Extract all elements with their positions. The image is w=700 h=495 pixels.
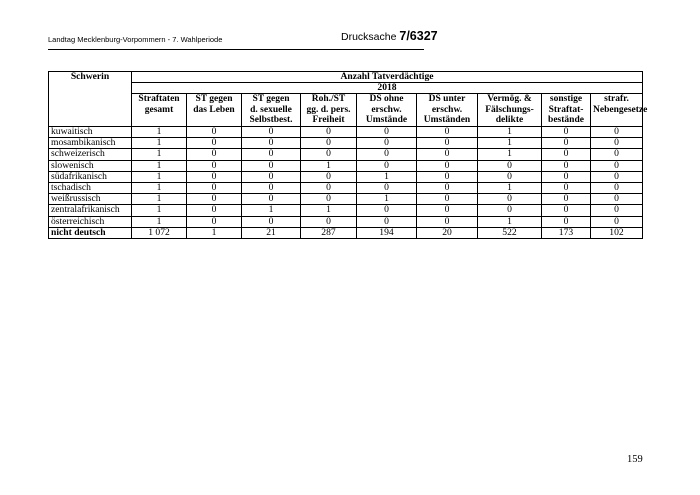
column-header-line: Freiheit — [312, 115, 345, 126]
table-cell: 1 — [132, 216, 187, 227]
table-cell: 0 — [591, 171, 643, 182]
column-header — [242, 94, 301, 127]
header-left-text: Landtag Mecklenburg-Vorpommern - 7. Wahlperiode — [48, 35, 223, 44]
table-row — [49, 126, 643, 137]
table-cell: 0 — [478, 205, 542, 216]
column-header — [417, 94, 478, 127]
column-header — [187, 94, 242, 127]
table-cell: 0 — [478, 160, 542, 171]
column-header-line: das Leben — [193, 104, 235, 115]
column-header-line: ST gegen — [195, 94, 233, 105]
table-row — [49, 149, 643, 160]
column-header-line: bestände — [548, 115, 584, 126]
table-cell: 0 — [417, 160, 478, 171]
table-cell: 0 — [542, 205, 591, 216]
table-cell: 0 — [591, 138, 643, 149]
table-row — [49, 205, 643, 216]
column-header — [301, 94, 357, 127]
table-cell: 0 — [242, 126, 301, 137]
column-header-line: Umstände — [365, 115, 408, 126]
row-label: tschadisch — [49, 182, 132, 193]
column-header-line: gg. d. pers. — [306, 104, 351, 115]
table-cell: 0 — [242, 216, 301, 227]
table-cell: 0 — [417, 194, 478, 205]
table-cell: 0 — [591, 205, 643, 216]
document-label: Drucksache — [341, 31, 397, 43]
column-header — [478, 94, 542, 127]
table-cell: 0 — [478, 194, 542, 205]
table-row — [49, 138, 643, 149]
row-label: kuwaitisch — [49, 126, 132, 137]
table-cell: 0 — [242, 138, 301, 149]
table-cell: 1 — [301, 160, 357, 171]
group-title: Anzahl Tatverdächtige — [132, 72, 643, 83]
table-cell: 287 — [301, 227, 357, 238]
table-cell: 21 — [242, 227, 301, 238]
table-row — [49, 182, 643, 193]
table-cell: 0 — [591, 194, 643, 205]
column-header-line: DS unter — [428, 94, 466, 105]
column-header-line: Straftat- — [548, 104, 584, 115]
header-right — [341, 29, 438, 43]
table-cell: 1 — [478, 182, 542, 193]
table-cell: 0 — [357, 126, 417, 137]
table-cell: 0 — [301, 138, 357, 149]
row-label: weißrussisch — [49, 194, 132, 205]
table-cell: 0 — [591, 216, 643, 227]
table-cell: 1 — [132, 171, 187, 182]
column-header-line: sonstige — [549, 94, 583, 105]
table-cell: 0 — [242, 160, 301, 171]
column-header-line: DS ohne — [369, 94, 404, 105]
table-cell: 0 — [542, 138, 591, 149]
table-cell: 1 — [132, 149, 187, 160]
table-row — [49, 194, 643, 205]
row-label: nicht deutsch — [49, 227, 132, 238]
column-header-line: Roh./ST — [311, 94, 346, 105]
table-cell: 1 — [132, 182, 187, 193]
table-cell: 1 — [478, 149, 542, 160]
row-label: mosambikanisch — [49, 138, 132, 149]
table-cell: 20 — [417, 227, 478, 238]
column-header-line: Straftaten — [138, 94, 180, 105]
table-cell: 0 — [542, 216, 591, 227]
table-cell: 0 — [187, 126, 242, 137]
table-cell: 1 — [242, 205, 301, 216]
table-cell: 0 — [301, 126, 357, 137]
row-label: zentralafrikanisch — [49, 205, 132, 216]
column-header — [357, 94, 417, 127]
table-cell: 522 — [478, 227, 542, 238]
table-body — [49, 126, 643, 238]
table-cell: 0 — [242, 194, 301, 205]
page-number: 159 — [627, 454, 643, 465]
table-cell: 0 — [478, 171, 542, 182]
table-row — [49, 216, 643, 227]
table-cell: 0 — [417, 205, 478, 216]
table-cell: 1 — [132, 205, 187, 216]
statistics-table — [48, 71, 648, 239]
table-cell: 1 072 — [132, 227, 187, 238]
table-cell: 0 — [357, 205, 417, 216]
table-cell: 0 — [591, 149, 643, 160]
row-label: österreichisch — [49, 216, 132, 227]
table-cell: 0 — [242, 182, 301, 193]
column-header-row — [49, 94, 643, 127]
table-cell: 0 — [417, 126, 478, 137]
table-row — [49, 160, 643, 171]
column-header-line: ST gegen — [252, 94, 290, 105]
table-cell: 0 — [542, 194, 591, 205]
table-cell: 0 — [357, 138, 417, 149]
table-cell: 0 — [357, 149, 417, 160]
table-cell: 0 — [187, 194, 242, 205]
table-cell: 0 — [417, 138, 478, 149]
table-cell: 1 — [357, 171, 417, 182]
table-cell: 1 — [478, 126, 542, 137]
column-header-line: Fälschungs- — [485, 104, 534, 115]
column-header-line: erschw. — [371, 104, 402, 115]
column-header-line: erschw. — [431, 104, 463, 115]
table-cell: 0 — [301, 194, 357, 205]
table-cell: 0 — [542, 126, 591, 137]
table-cell: 0 — [591, 160, 643, 171]
column-header-line: Nebengesetze — [593, 104, 648, 115]
table-cell: 1 — [357, 194, 417, 205]
table-cell: 0 — [417, 182, 478, 193]
table-cell: 102 — [591, 227, 643, 238]
table-cell: 1 — [478, 138, 542, 149]
row-label: südafrikanisch — [49, 171, 132, 182]
table-cell: 0 — [187, 216, 242, 227]
table-cell: 1 — [301, 205, 357, 216]
table-cell: 1 — [187, 227, 242, 238]
column-header-line: Umständen — [423, 115, 471, 126]
table-cell: 173 — [542, 227, 591, 238]
table-cell: 0 — [591, 182, 643, 193]
table-cell: 1 — [478, 216, 542, 227]
table-cell: 0 — [187, 171, 242, 182]
row-label: schweizerisch — [49, 149, 132, 160]
column-header-line: delikte — [495, 115, 524, 126]
table-cell: 0 — [542, 160, 591, 171]
table-cell: 0 — [187, 138, 242, 149]
document-number: 7/6327 — [399, 29, 438, 43]
table-cell: 0 — [301, 149, 357, 160]
table-cell: 0 — [242, 171, 301, 182]
table-cell: 0 — [357, 182, 417, 193]
row-label: slowenisch — [49, 160, 132, 171]
column-header — [132, 94, 187, 127]
corner-header: Schwerin — [49, 72, 132, 127]
table-cell: 0 — [357, 160, 417, 171]
table-cell: 0 — [187, 182, 242, 193]
table-cell: 0 — [417, 216, 478, 227]
table-cell: 0 — [187, 149, 242, 160]
table-cell: 0 — [242, 149, 301, 160]
table-cell: 1 — [132, 138, 187, 149]
table-cell: 0 — [591, 126, 643, 137]
table-cell: 194 — [357, 227, 417, 238]
table-cell: 1 — [132, 194, 187, 205]
table-cell: 0 — [301, 182, 357, 193]
table-cell: 0 — [301, 216, 357, 227]
table-cell: 1 — [132, 126, 187, 137]
header-rule — [48, 49, 424, 50]
table-row — [49, 171, 643, 182]
year-header: 2018 — [132, 83, 643, 94]
column-header-line: strafr. — [604, 94, 629, 105]
column-header-line: gesamt — [144, 104, 174, 115]
total-row — [49, 227, 643, 238]
table-cell: 0 — [417, 171, 478, 182]
column-header — [591, 94, 648, 127]
column-header-line: d. sexuelle — [250, 104, 292, 115]
table-cell: 0 — [417, 149, 478, 160]
table-cell: 0 — [357, 216, 417, 227]
table-cell: 0 — [187, 160, 242, 171]
table-cell: 0 — [542, 149, 591, 160]
table-cell: 0 — [301, 171, 357, 182]
column-header-line: Selbstbest. — [249, 115, 293, 126]
table-cell: 0 — [542, 171, 591, 182]
table-cell: 1 — [132, 160, 187, 171]
column-header — [542, 94, 591, 127]
table-cell: 0 — [542, 182, 591, 193]
table-cell: 0 — [187, 205, 242, 216]
column-header-line: Vermög. & — [487, 94, 532, 105]
